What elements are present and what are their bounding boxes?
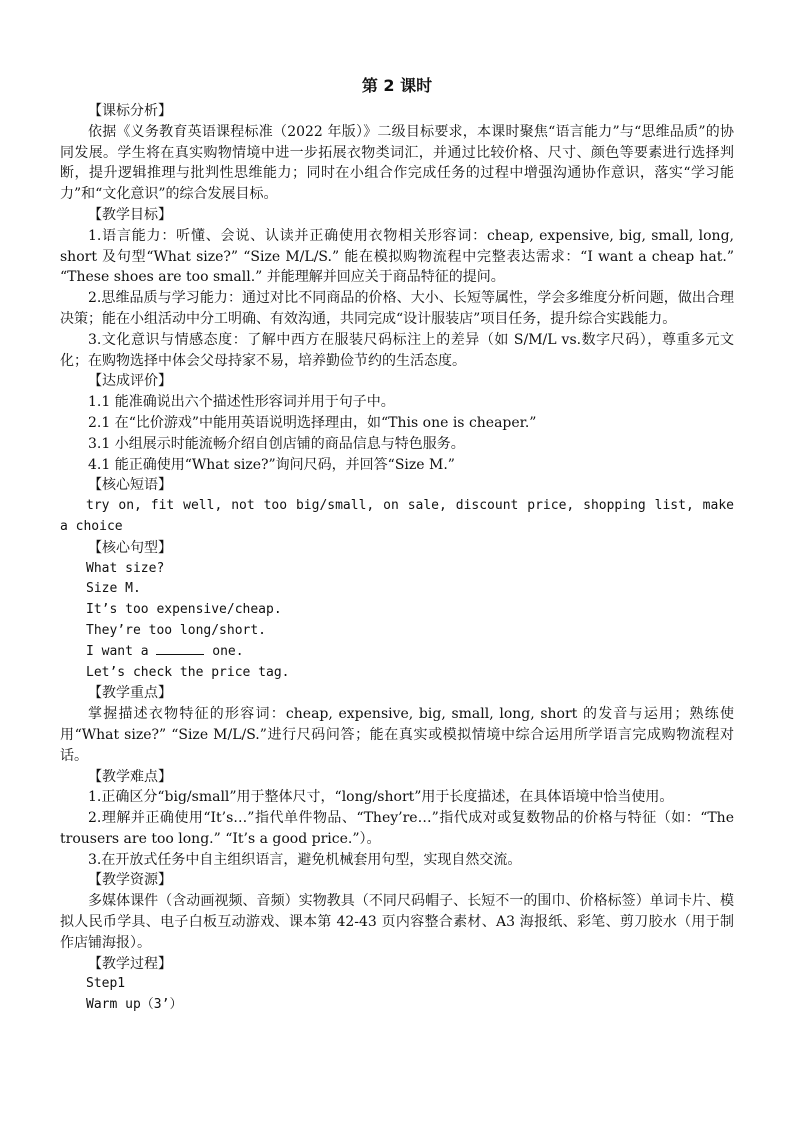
objective-paragraph-2: 2.思维品质与学习能力：通过对比不同商品的价格、大小、长短等属性，学会多维度分析问题，做出合理决策；能在小组活动中分工明确、有效沟通，共同完成“设计服装店”项目任务，提升综合实践能力。 — [60, 290, 734, 327]
difficulty-paragraph-3: 3.在开放式任务中自主组织语言，避免机械套用句型，实现自然交流。 — [88, 851, 522, 868]
page-title: 第 2 课时 — [361, 76, 433, 95]
evaluation-item: 4.1 能正确使用“What size?”询问尺码，并回答“Size M.” — [88, 456, 455, 473]
section-heading-process: 【教学过程】 — [88, 955, 172, 972]
objective-paragraph-1: 1.语言能力：听懂、会说、认读并正确使用衣物相关形容词：cheap, expensive, big, small, long, short 及句型“What size?” “Size M/L/S.” 能在模拟购物流程中完整表达需求：“I want a cheap hat.” “These shoes are too small.” 并能理解并回应关于商品特征的提问。 — [60, 227, 734, 286]
section-heading-resources: 【教学资源】 — [88, 872, 172, 889]
objective-paragraph-3: 3.文化意识与情感态度：了解中西方在服装尺码标注上的差异（如 S/M/L vs.数字尺码），尊重多元文化；在购物选择中体会父母持家不易，培养勤俭节约的生活态度。 — [60, 331, 734, 369]
key-sentence: They’re too long/short. — [86, 622, 267, 638]
document-body — [60, 101, 734, 1016]
resources-text: 多媒体课件（含动画视频、音频）实物教具（不同尺码帽子、长短不一的围巾、价格标签）单词卡片、模拟人民币学具、电子白板互动游戏、课本第 42-43 页内容整合素材、A3 海报纸、彩笔、剪刀胶水（用于制作店铺海报）。 — [60, 893, 734, 951]
evaluation-item: 3.1 小组展示时能流畅介绍自创店铺的商品信息与特色服务。 — [88, 435, 465, 452]
key-sentence-fill-blank — [60, 642, 734, 663]
fill-blank-line — [156, 642, 204, 655]
section-heading-key-sentences: 【核心句型】 — [88, 539, 172, 556]
key-sentence: Size M. — [86, 581, 141, 597]
process-step-warmup: Warm up（3’） — [86, 997, 183, 1013]
section-heading-key-points: 【教学重点】 — [88, 685, 172, 702]
fill-blank-suffix: one. — [212, 643, 244, 659]
curriculum-analysis-text: 依据《义务教育英语课程标准（2022 年版）》二级目标要求，本课时聚焦“语言能力”与“思维品质”的协同发展。学生将在真实购物情境中进一步拓展衣物类词汇，并通过比较价格、尺寸、颜色等要素进行选择判断，提升逻辑推理与批判性思维能力；同时在小组合作完成任务的过程中增强沟通协作意识，落实“学习能力”和“文化意识”的综合发展目标。 — [60, 123, 734, 203]
section-heading-objectives: 【教学目标】 — [88, 206, 172, 223]
process-step-label: Step1 — [86, 976, 126, 992]
section-heading-key-phrases: 【核心短语】 — [88, 477, 172, 494]
key-sentence: It’s too expensive/cheap. — [86, 602, 282, 618]
section-heading-difficulties: 【教学难点】 — [88, 768, 172, 785]
key-sentence: What size? — [86, 560, 165, 576]
fill-blank-prefix: I want a — [86, 643, 149, 659]
difficulty-paragraph-2: 2.理解并正确使用“It’s…”指代单件物品、“They’re…”指代成对或复数物品的价格与特征（如：“The trousers are too long.” “It’s a good price.”）。 — [60, 810, 734, 847]
evaluation-item: 1.1 能准确说出六个描述性形容词并用于句子中。 — [88, 394, 395, 411]
key-phrases-text: try on, fit well, not too big/small, on sale, discount price, shopping list, make a choice — [60, 498, 734, 534]
section-heading-curriculum-analysis: 【课标分析】 — [88, 103, 172, 119]
key-sentence: Let’s check the price tag. — [86, 664, 290, 680]
section-heading-evaluation: 【达成评价】 — [88, 373, 172, 390]
difficulty-paragraph-1: 1.正确区分“big/small”用于整体尺寸，“long/short”用于长度描述，在具体语境中恰当使用。 — [88, 789, 674, 806]
evaluation-item: 2.1 在“比价游戏”中能用英语说明选择理由，如“This one is cheaper.” — [88, 414, 537, 431]
key-points-text: 掌握描述衣物特征的形容词：cheap, expensive, big, small, long, short 的发音与运用；熟练使用“What size?” “Size M/L/S.”进行尺码问答；能在真实或模拟情境中综合运用所学语言完成购物流程对话。 — [60, 706, 734, 764]
